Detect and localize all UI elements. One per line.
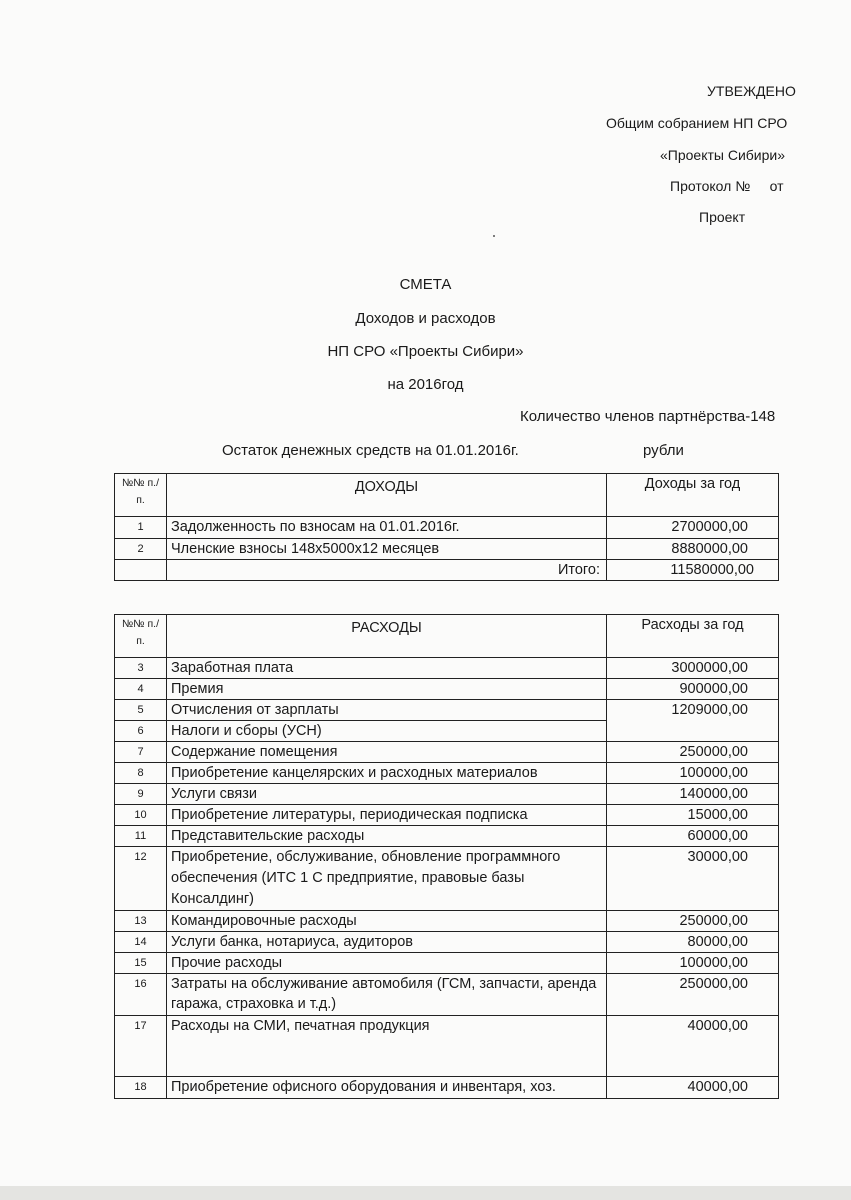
row-name: Заработная плата: [167, 658, 607, 679]
row-amount: 30000,00: [607, 847, 779, 911]
income-total-row: [115, 560, 779, 581]
row-name: Расходы на СМИ, печатная продукция: [167, 1016, 607, 1077]
row-name: Приобретение, обслуживание, обновление программного обеспечения (ИТС 1 С предприятие, правовые базы Консалдинг): [167, 847, 607, 911]
row-amount: 60000,00: [607, 826, 779, 847]
row-amount: 2700000,00: [607, 517, 779, 539]
empty-cell: [115, 560, 167, 581]
doc-year: на 2016год: [387, 376, 464, 393]
row-amount: 80000,00: [607, 932, 779, 953]
row-name: Командировочные расходы: [167, 911, 607, 932]
table-row: [115, 1016, 779, 1077]
income-total-amount: 11580000,00: [607, 560, 779, 581]
row-number: 2: [115, 539, 167, 560]
row-number: 12: [115, 847, 167, 911]
row-name: Приобретение канцелярских и расходных материалов: [167, 763, 607, 784]
doc-org: НП СРО «Проекты Сибири»: [327, 343, 524, 360]
row-name: Членские взносы 148х5000х12 месяцев: [167, 539, 607, 560]
table-row: [115, 1077, 779, 1099]
expenses-col-title: РАСХОДЫ: [167, 615, 607, 658]
row-amount: 8880000,00: [607, 539, 779, 560]
table-row: [115, 826, 779, 847]
income-total-label: Итого:: [167, 560, 607, 581]
row-amount: 3000000,00: [607, 658, 779, 679]
row-name: Услуги банка, нотариуса, аудиторов: [167, 932, 607, 953]
row-name: Приобретение офисного оборудования и инвентаря, хоз.: [167, 1077, 607, 1099]
row-number: 7: [115, 742, 167, 763]
income-table: [114, 473, 779, 581]
expenses-col-amount: Расходы за год: [607, 615, 779, 658]
income-col-amount: Доходы за год: [607, 474, 779, 517]
row-name: Отчисления от зарплаты: [167, 700, 607, 721]
row-number: 18: [115, 1077, 167, 1099]
row-name: Прочие расходы: [167, 953, 607, 974]
row-amount: 100000,00: [607, 763, 779, 784]
table-row: [115, 517, 779, 539]
row-number: 13: [115, 911, 167, 932]
row-number: 15: [115, 953, 167, 974]
balance-currency: рубли: [643, 442, 684, 459]
table-row: [115, 847, 779, 911]
doc-subtitle: Доходов и расходов: [355, 310, 496, 327]
row-name: Содержание помещения: [167, 742, 607, 763]
expenses-col-num: №№ п./п.: [115, 615, 167, 658]
row-amount: 250000,00: [607, 742, 779, 763]
row-number: 8: [115, 763, 167, 784]
income-col-num: №№ п./п.: [115, 474, 167, 517]
row-name: Представительские расходы: [167, 826, 607, 847]
row-number: 4: [115, 679, 167, 700]
table-row: [115, 742, 779, 763]
row-name: Затраты на обслуживание автомобиля (ГСМ, запчасти, аренда гаража, страховка и т.д.): [167, 974, 607, 1016]
income-col-title: ДОХОДЫ: [167, 474, 607, 517]
scan-speck: [493, 235, 495, 237]
table-row: [115, 700, 779, 721]
row-name: Задолженность по взносам на 01.01.2016г.: [167, 517, 607, 539]
row-number: 10: [115, 805, 167, 826]
table-row: [115, 805, 779, 826]
income-header-row: [115, 474, 779, 517]
row-amount: 250000,00: [607, 974, 779, 1016]
balance-label: Остаток денежных средств на 01.01.2016г.: [222, 442, 519, 459]
approved-by: Общим собранием НП СРО: [606, 115, 788, 131]
row-number: 1: [115, 517, 167, 539]
row-number: 17: [115, 1016, 167, 1077]
row-name: Премия: [167, 679, 607, 700]
approved-org: «Проекты Сибири»: [660, 147, 786, 163]
row-name: Налоги и сборы (УСН): [167, 721, 607, 742]
row-number: 6: [115, 721, 167, 742]
table-row: [115, 974, 779, 1016]
approved-label: УТВЕЖДЕНО: [707, 83, 796, 99]
scan-edge: [0, 1186, 851, 1200]
row-name: Услуги связи: [167, 784, 607, 805]
row-amount: 140000,00: [607, 784, 779, 805]
row-amount: 1209000,00: [607, 700, 779, 742]
row-amount: 900000,00: [607, 679, 779, 700]
row-name: Приобретение литературы, периодическая подписка: [167, 805, 607, 826]
table-row: [115, 679, 779, 700]
expenses-header-row: [115, 615, 779, 658]
row-amount: 100000,00: [607, 953, 779, 974]
row-amount: 40000,00: [607, 1077, 779, 1099]
table-row: [115, 953, 779, 974]
doc-title: СМЕТА: [399, 276, 452, 293]
row-number: 3: [115, 658, 167, 679]
table-row: [115, 539, 779, 560]
table-row: [115, 763, 779, 784]
row-number: 14: [115, 932, 167, 953]
table-row: [115, 658, 779, 679]
expenses-table: [114, 614, 779, 1099]
row-amount: 250000,00: [607, 911, 779, 932]
row-number: 11: [115, 826, 167, 847]
members-count: Количество членов партнёрства-148: [520, 408, 776, 425]
draft-label: Проект: [699, 209, 746, 225]
row-amount: 40000,00: [607, 1016, 779, 1077]
table-row: [115, 784, 779, 805]
row-amount: 15000,00: [607, 805, 779, 826]
table-row: [115, 911, 779, 932]
protocol-line: Протокол № от: [670, 178, 784, 194]
table-row: [115, 932, 779, 953]
row-number: 5: [115, 700, 167, 721]
row-number: 9: [115, 784, 167, 805]
row-number: 16: [115, 974, 167, 1016]
